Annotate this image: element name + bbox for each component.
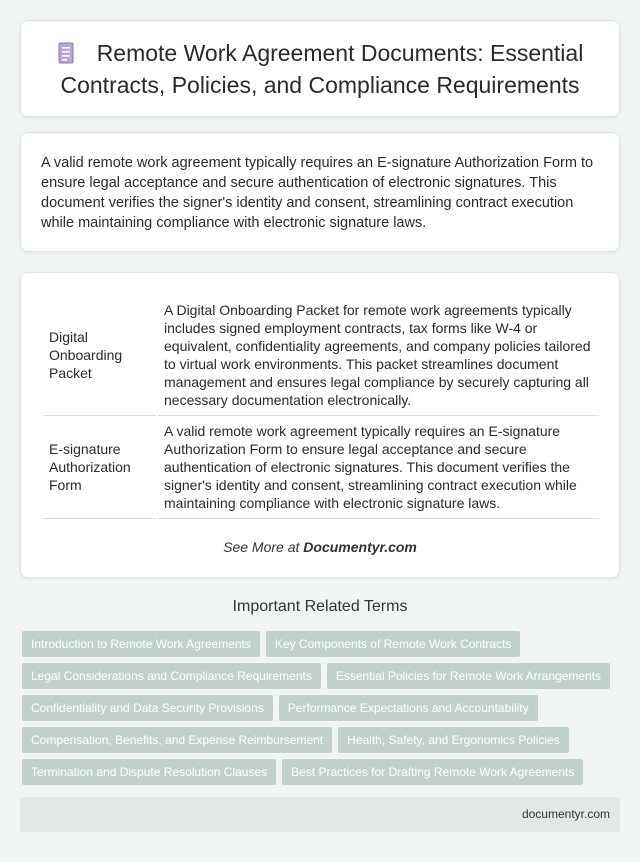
table-row (43, 295, 599, 416)
see-more-site: Documentyr.com (303, 539, 417, 555)
page-title-text: Remote Work Agreement Documents: Essential Contracts, Policies, and Compliance Requirements (60, 39, 584, 98)
table-description: A valid remote work agreement typically requires an E-signature Authorization Form to ensure legal acceptance and secure authentication of electronic signatures. This document verifies the signer's identity and consent, streamlining contract execution while maintaining compliance with electronic signature laws. (157, 416, 599, 519)
related-term-tag[interactable]: Performance Expectations and Accountability (279, 695, 538, 721)
related-term-tag[interactable]: Termination and Dispute Resolution Clauses (22, 759, 276, 785)
page-title (41, 37, 599, 101)
related-terms-heading: Important Related Terms (232, 598, 408, 615)
related-terms-list (22, 631, 622, 791)
table-term: Digital Onboarding Packet (49, 329, 123, 381)
table-term: E-signature Authorization Form (49, 441, 131, 493)
documents-table (43, 295, 599, 519)
document-icon (57, 42, 75, 64)
footer (20, 797, 620, 832)
intro-text: A valid remote work agreement typically requires an E-signature Authorization Form to ensure legal acceptance and secure authentication of electronic signatures. This document verifies the signer's identity and consent, streamlining contract execution while maintaining compliance with electronic signature laws. (41, 155, 594, 231)
related-term-tag[interactable]: Compensation, Benefits, and Expense Reimbursement (22, 727, 332, 753)
related-term-tag[interactable]: Key Components of Remote Work Contracts (266, 631, 521, 657)
related-term-tag[interactable]: Essential Policies for Remote Work Arrangements (327, 663, 610, 689)
table-row (43, 416, 599, 519)
table-description: A Digital Onboarding Packet for remote work agreements typically includes signed employment contracts, tax forms like W-4 or equivalent, confidentiality agreements, and company policies tailored to virtual work environments. This packet streamlines document management and ensures legal compliance by securely capturing all necessary documentation electronically. (157, 295, 599, 416)
footer-site[interactable]: documentyr.com (521, 807, 610, 821)
title-card (20, 20, 620, 117)
related-term-tag[interactable]: Health, Safety, and Ergonomics Policies (338, 727, 569, 753)
related-term-tag[interactable]: Legal Considerations and Compliance Requirements (22, 663, 321, 689)
see-more-link[interactable] (21, 539, 619, 555)
table-card (20, 272, 620, 578)
related-term-tag[interactable]: Confidentiality and Data Security Provisions (22, 695, 273, 721)
see-more-prefix: See More at (223, 539, 304, 555)
related-term-tag[interactable]: Best Practices for Drafting Remote Work Agreements (282, 759, 583, 785)
intro-card (20, 132, 620, 252)
related-term-tag[interactable]: Introduction to Remote Work Agreements (22, 631, 260, 657)
